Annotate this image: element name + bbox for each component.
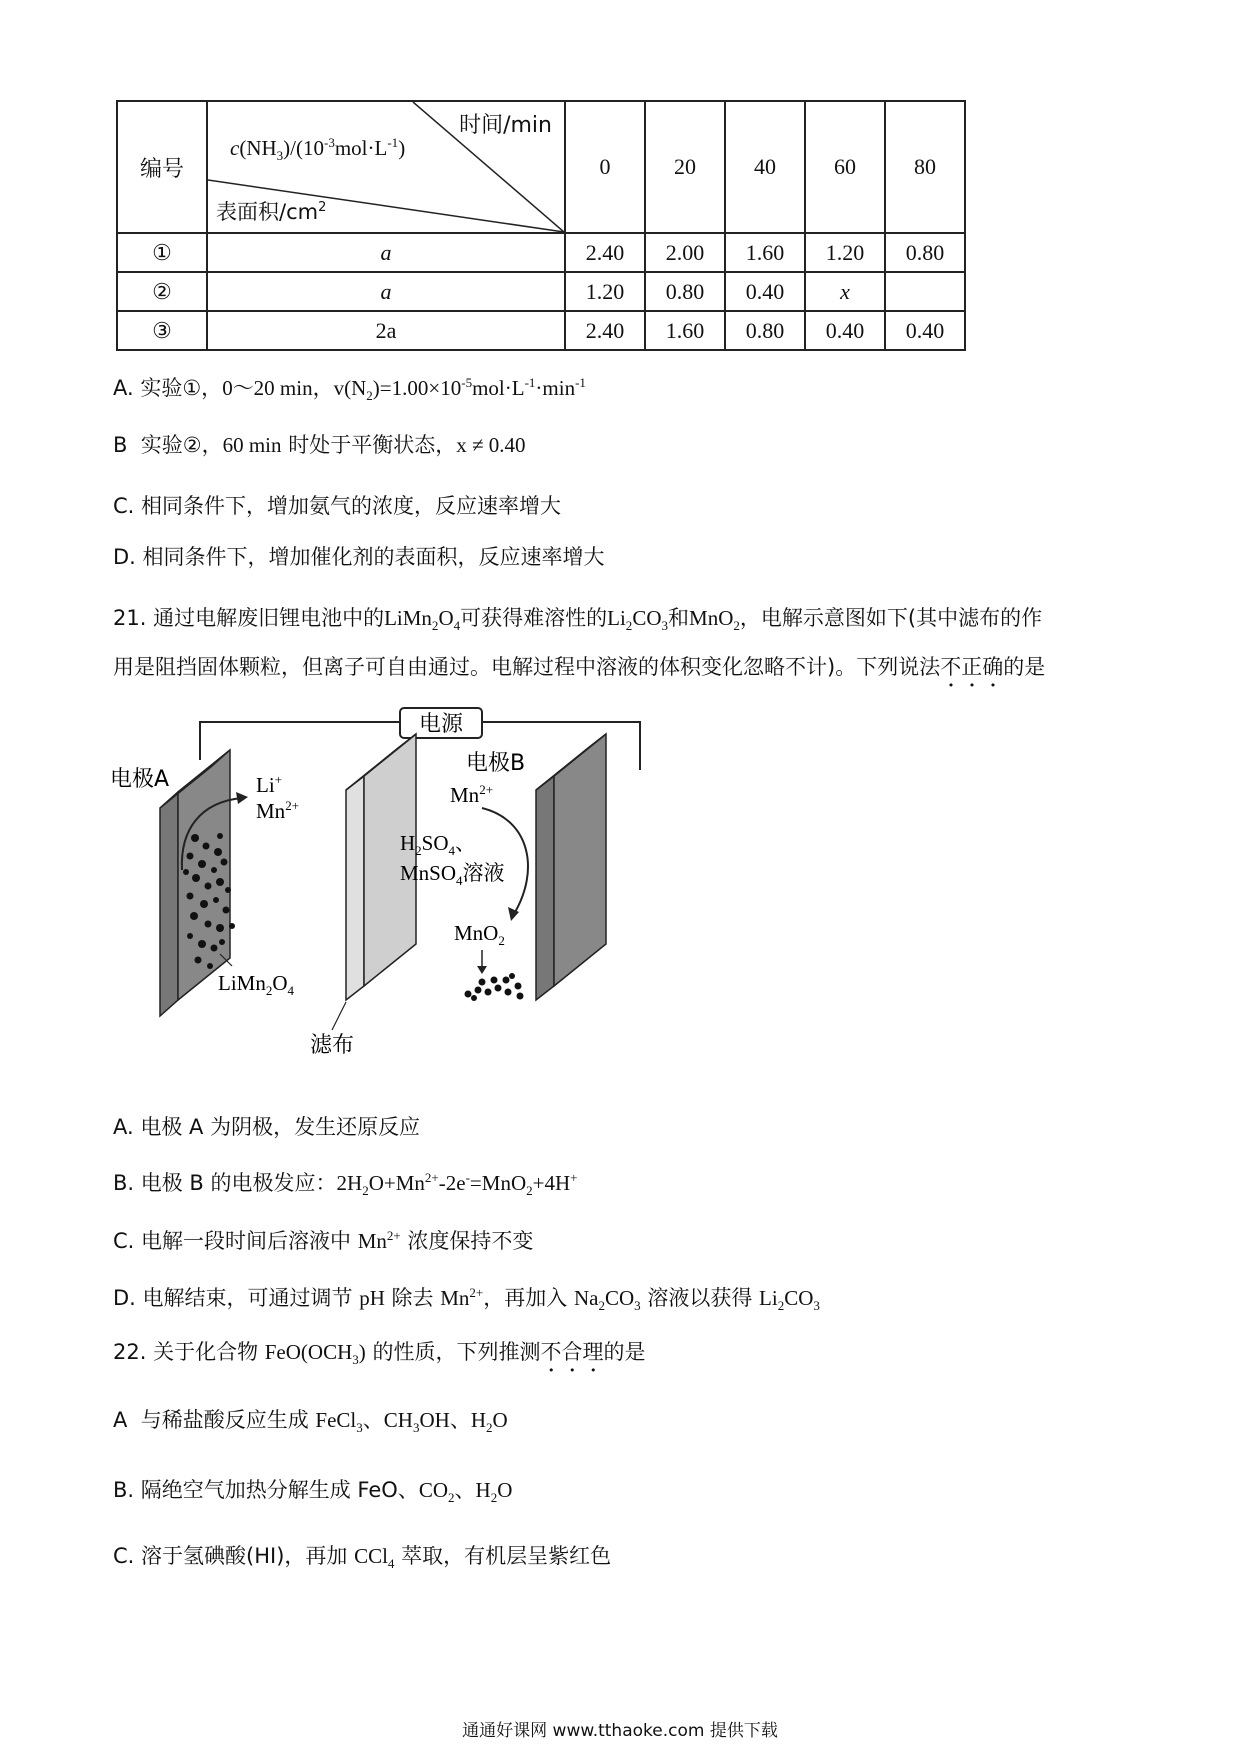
q22-option-a: A 与稀盐酸反应生成 FeCl$_3$、$CH_3OH$、$H_2O$ <box>113 1408 508 1436</box>
time-label: 时间/min <box>459 113 552 138</box>
power-source-label: 电源 <box>418 712 464 737</box>
cell-value: 0.40 <box>805 311 885 350</box>
limn2o4-label: $LiMn_2O_4$ <box>218 971 295 998</box>
cell-value: 2.00 <box>645 233 725 272</box>
row-area: 2a <box>207 311 565 350</box>
q21-option-b: B. 电极 B 的电极发应：$2H_2O+Mn^{2+}-2e^-=MnO_2+4H^+$ <box>113 1170 578 1199</box>
electrode-b-label: 电极B <box>466 751 526 776</box>
cell-value: 0.80 <box>885 233 965 272</box>
solution-label-1: $H_2SO_4$、 <box>400 831 477 858</box>
cell-value <box>885 272 965 311</box>
area-label: 表面积$/cm^2$ <box>216 200 327 224</box>
data-table <box>116 100 966 351</box>
electrode-b-side <box>536 776 554 1000</box>
q21-stem-line2: 用是阻挡固体颗粒，但离子可自由通过。电解过程中溶液的体积变化忽略不计)。下列说法不正确的是 <box>113 655 1046 679</box>
electrode-a-side <box>160 792 178 1016</box>
cell-value: 2.40 <box>565 233 645 272</box>
q21-stem-line1: 21. 通过电解废旧锂电池中的$LiMn_2O_4$可获得难溶性的$Li_2CO_3$和MnO$_2$，电解示意图如下(其中滤布的作 <box>113 606 1043 634</box>
q22-option-b: B. 隔绝空气加热分解生成 FeO、$CO_2$、$H_2O$ <box>113 1478 513 1506</box>
table-row <box>117 311 965 350</box>
filter-label: 滤布 <box>310 1033 355 1058</box>
electrode-b-plate <box>554 734 606 986</box>
mn-ion-label-b: $Mn^{2+}$ <box>450 782 494 807</box>
li-ion-label: Li+ <box>256 772 283 797</box>
cell-value: 2.40 <box>565 311 645 350</box>
solution-label-2: MnSO$_4$溶液 <box>400 861 505 888</box>
filter-pointer <box>332 1002 346 1030</box>
mn-ion-label-a: $Mn^{2+}$ <box>256 798 300 823</box>
cell-value: 1.20 <box>565 272 645 311</box>
q21-option-d: D. 电解结束，可通过调节 pH 除去 $Mn^{2+}$，再加入 $Na_2CO_3$ 溶液以获得 $Li_2CO_3$ <box>113 1285 820 1314</box>
table-row <box>117 233 965 272</box>
cell-value: 1.60 <box>725 233 805 272</box>
cell-value: 0.80 <box>725 311 805 350</box>
diagonal-header-cell <box>207 101 565 233</box>
table-row <box>117 272 965 311</box>
filter-side <box>346 776 364 1000</box>
id-header: 编号 <box>117 101 207 233</box>
cell-value: 0.40 <box>725 272 805 311</box>
time-header-40: 40 <box>725 101 805 233</box>
concentration-label: $c(NH_3)/(10^{-3}mol\cdot L^{-1})$ <box>230 135 406 164</box>
row-id: ① <box>117 233 207 272</box>
mno2-arrow-head <box>477 966 487 974</box>
row-id: ③ <box>117 311 207 350</box>
time-header-20: 20 <box>645 101 725 233</box>
cell-value: 1.20 <box>805 233 885 272</box>
mno2-particles <box>465 973 524 1001</box>
mno2-label: MnO$_2$ <box>454 921 505 948</box>
electrode-a-label: 电极A <box>110 767 170 792</box>
row-area: a <box>207 272 565 311</box>
table-header-row <box>117 101 965 233</box>
cell-value: 1.60 <box>645 311 725 350</box>
cell-value: 0.80 <box>645 272 725 311</box>
q22-option-c: C. 溶于氢碘酸(HI)，再加 CCl$_4$ 萃取，有机层呈紫红色 <box>113 1544 612 1572</box>
q21-option-c: C. 电解一段时间后溶液中 $Mn^{2+}$ 浓度保持不变 <box>113 1228 534 1253</box>
q20-option-a: A. 实验①，0～20 min，$v(N_2)=1.00\times 10^{-5}mol\cdot L^{-1}\cdot\min^{-1}$ <box>113 375 586 404</box>
arrow-head-a <box>236 792 248 804</box>
time-header-0: 0 <box>565 101 645 233</box>
filter-plate <box>364 734 416 986</box>
cell-value: 0.40 <box>885 311 965 350</box>
time-header-60: 60 <box>805 101 885 233</box>
q20-option-c: C. 相同条件下，增加氨气的浓度，反应速率增大 <box>113 494 562 518</box>
q22-stem: 22. 关于化合物 $FeO(OCH_3)$ 的性质，下列推测不合理的是 <box>113 1340 646 1368</box>
electrolysis-diagram <box>110 700 690 1060</box>
q20-option-d: D. 相同条件下，增加催化剂的表面积，反应速率增大 <box>113 545 605 569</box>
row-area: a <box>207 233 565 272</box>
time-header-80: 80 <box>885 101 965 233</box>
cell-value: x <box>805 272 885 311</box>
row-id: ② <box>117 272 207 311</box>
footer-credit: 通通好课网 www.tthaoke.com 提供下载 <box>462 1721 778 1741</box>
q21-option-a: A. 电极 A 为阴极，发生还原反应 <box>113 1115 421 1139</box>
q20-option-b: B 实验②，60 min 时处于平衡状态，x ≠ 0.40 <box>113 433 526 457</box>
